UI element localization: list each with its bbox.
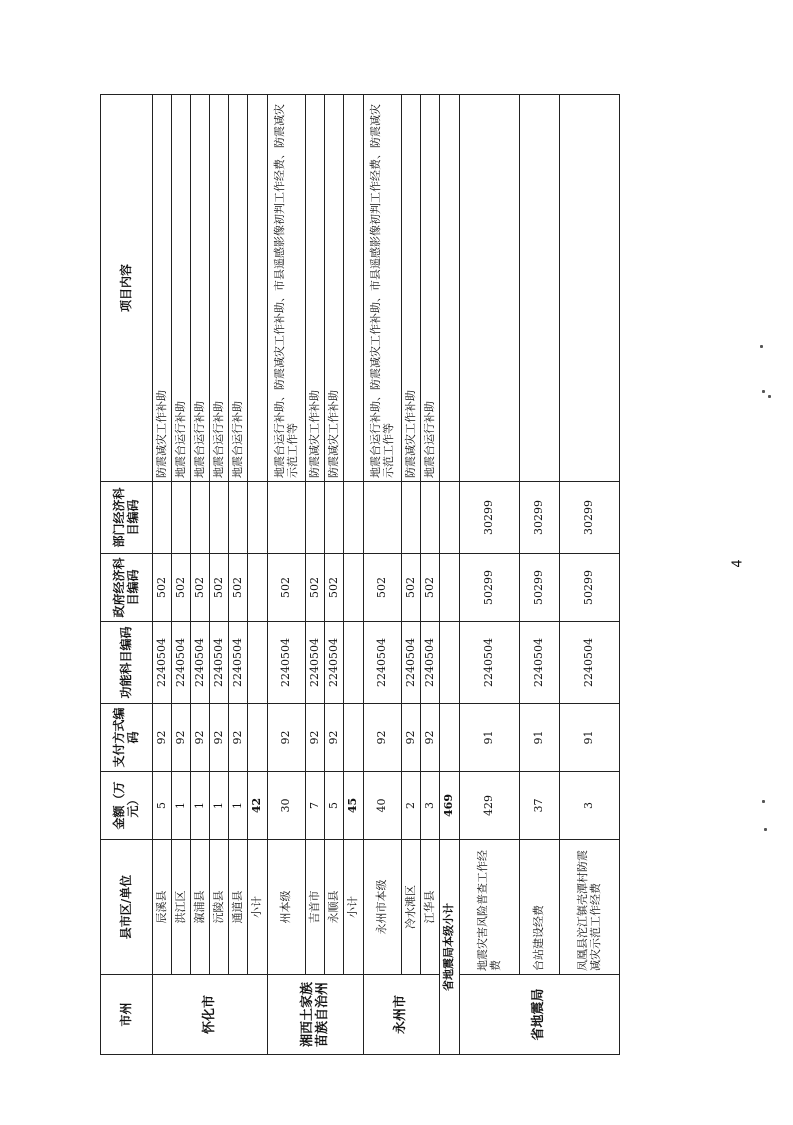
amount-cell: 40 xyxy=(364,772,402,840)
gov-code-cell: 502 xyxy=(210,554,229,622)
pay-code-cell: 91 xyxy=(520,704,560,772)
amount-cell: 429 xyxy=(460,772,520,840)
county-cell: 州本级 xyxy=(268,840,306,975)
dept-code-cell xyxy=(153,482,172,554)
func-code-cell: 2240504 xyxy=(306,622,325,704)
table-row xyxy=(560,95,620,1055)
pay-code-cell: 92 xyxy=(364,704,402,772)
dept-code-cell xyxy=(402,482,421,554)
county-cell: 江华县 xyxy=(421,840,440,975)
amount-cell: 1 xyxy=(172,772,191,840)
gov-code-cell: 50299 xyxy=(560,554,620,622)
content-cell xyxy=(520,95,560,482)
table-row xyxy=(268,95,306,1055)
table-row xyxy=(402,95,421,1055)
pay-code-cell: 92 xyxy=(229,704,248,772)
table-row xyxy=(306,95,325,1055)
table-row xyxy=(153,95,172,1055)
header-gov-code: 政府经济科目编码 xyxy=(101,554,153,622)
header-county: 县市区/单位 xyxy=(101,840,153,975)
table-row xyxy=(191,95,210,1055)
func-code-cell: 2240504 xyxy=(402,622,421,704)
content-cell xyxy=(460,95,520,482)
gov-code-cell: 502 xyxy=(421,554,440,622)
empty-cell xyxy=(440,704,460,772)
content-cell: 地震台运行补助 xyxy=(421,95,440,482)
func-code-cell: 2240504 xyxy=(364,622,402,704)
amount-cell: 1 xyxy=(229,772,248,840)
county-cell: 沅陵县 xyxy=(210,840,229,975)
pay-code-cell: 92 xyxy=(306,704,325,772)
pay-code-cell: 92 xyxy=(402,704,421,772)
func-code-cell: 2240504 xyxy=(460,622,520,704)
page-number: 4 xyxy=(730,559,746,568)
func-code-cell: 2240504 xyxy=(172,622,191,704)
table-row xyxy=(210,95,229,1055)
city-cell-prov: 省地震局 xyxy=(460,975,620,1055)
gov-code-cell: 502 xyxy=(325,554,344,622)
content-cell xyxy=(560,95,620,482)
pay-code-cell: 92 xyxy=(210,704,229,772)
city-cell-huaihua: 怀化市 xyxy=(153,975,268,1055)
county-cell: 溆浦县 xyxy=(191,840,210,975)
amount-cell: 30 xyxy=(268,772,306,840)
amount-cell: 5 xyxy=(325,772,344,840)
city-cell-yongzhou: 永州市 xyxy=(364,975,440,1055)
header-content: 项目内容 xyxy=(101,95,153,482)
dept-code-cell xyxy=(229,482,248,554)
empty-cell xyxy=(248,554,268,622)
county-cell: 吉首市 xyxy=(306,840,325,975)
county-cell: 辰溪县 xyxy=(153,840,172,975)
subtotal-amount: 42 xyxy=(248,772,268,840)
func-code-cell: 2240504 xyxy=(560,622,620,704)
content-cell: 地震台运行补助 xyxy=(229,95,248,482)
header-amount: 金额（万元） xyxy=(101,772,153,840)
func-code-cell: 2240504 xyxy=(153,622,172,704)
subtotal-label: 小计 xyxy=(344,840,364,975)
subtotal-row xyxy=(344,95,364,1055)
dept-code-cell: 30299 xyxy=(520,482,560,554)
func-code-cell: 2240504 xyxy=(421,622,440,704)
scan-speck xyxy=(764,828,767,831)
dept-code-cell xyxy=(421,482,440,554)
scan-speck xyxy=(762,390,765,393)
empty-cell xyxy=(344,554,364,622)
table-row xyxy=(460,95,520,1055)
dept-code-cell xyxy=(191,482,210,554)
dept-code-cell xyxy=(268,482,306,554)
dept-code-cell xyxy=(364,482,402,554)
gov-code-cell: 502 xyxy=(172,554,191,622)
amount-cell: 37 xyxy=(520,772,560,840)
county-cell: 凤凰县沱江镇壳潭村防震减灾示范工作经费 xyxy=(560,840,620,975)
gov-code-cell: 50299 xyxy=(520,554,560,622)
scan-speck xyxy=(762,800,765,803)
gov-code-cell: 502 xyxy=(153,554,172,622)
header-func-code: 功能科目编码 xyxy=(101,622,153,704)
dept-code-cell xyxy=(172,482,191,554)
func-code-cell: 2240504 xyxy=(325,622,344,704)
func-code-cell: 2240504 xyxy=(520,622,560,704)
func-code-cell: 2240504 xyxy=(268,622,306,704)
amount-cell: 3 xyxy=(421,772,440,840)
empty-cell xyxy=(344,482,364,554)
pay-code-cell: 92 xyxy=(191,704,210,772)
content-cell: 地震台运行补助 xyxy=(210,95,229,482)
subtotal-row xyxy=(440,95,460,1055)
table-row xyxy=(364,95,402,1055)
rotated-table-wrapper xyxy=(100,95,608,1055)
county-cell: 永顺县 xyxy=(325,840,344,975)
gov-code-cell: 502 xyxy=(191,554,210,622)
empty-cell xyxy=(440,622,460,704)
empty-cell xyxy=(248,704,268,772)
header-row xyxy=(101,95,153,1055)
content-cell: 地震台运行补助、防震减灾工作补助、市县遥感影像初判工作经费、防震减灾示范工作等 xyxy=(364,95,402,482)
gov-code-cell: 502 xyxy=(306,554,325,622)
content-cell: 防震减灾工作补助 xyxy=(153,95,172,482)
dept-code-cell xyxy=(325,482,344,554)
header-pay-code: 支付方式编码 xyxy=(101,704,153,772)
dept-code-cell: 30299 xyxy=(460,482,520,554)
empty-cell xyxy=(344,622,364,704)
empty-cell xyxy=(248,95,268,482)
gov-code-cell: 502 xyxy=(229,554,248,622)
county-cell: 洪江区 xyxy=(172,840,191,975)
gov-code-cell: 502 xyxy=(402,554,421,622)
func-code-cell: 2240504 xyxy=(210,622,229,704)
county-cell: 地震灾害风险普查工作经费 xyxy=(460,840,520,975)
pay-code-cell: 92 xyxy=(421,704,440,772)
subtotal-amount: 469 xyxy=(440,772,460,840)
amount-cell: 5 xyxy=(153,772,172,840)
city-cell-xiangxi: 湘西土家族苗族自治州 xyxy=(268,975,364,1055)
amount-cell: 1 xyxy=(191,772,210,840)
empty-cell xyxy=(344,704,364,772)
empty-cell xyxy=(248,622,268,704)
content-cell: 防震减灾工作补助 xyxy=(402,95,421,482)
table-row xyxy=(421,95,440,1055)
dept-code-cell xyxy=(210,482,229,554)
scan-speck xyxy=(768,395,771,398)
subtotal-row xyxy=(248,95,268,1055)
empty-cell xyxy=(344,95,364,482)
func-code-cell: 2240504 xyxy=(191,622,210,704)
empty-cell xyxy=(248,482,268,554)
pay-code-cell: 92 xyxy=(268,704,306,772)
subtotal-label: 省地震局本级小计 xyxy=(440,840,460,1055)
gov-code-cell: 50299 xyxy=(460,554,520,622)
table-row xyxy=(229,95,248,1055)
gov-code-cell: 502 xyxy=(268,554,306,622)
subtotal-label: 小计 xyxy=(248,840,268,975)
table-row xyxy=(325,95,344,1055)
amount-cell: 1 xyxy=(210,772,229,840)
county-cell: 台站建设经费 xyxy=(520,840,560,975)
amount-cell: 3 xyxy=(560,772,620,840)
table-row xyxy=(172,95,191,1055)
content-cell: 防震减灾工作补助 xyxy=(306,95,325,482)
content-cell: 地震台运行补助、防震减灾工作补助、市县遥感影像初判工作经费、防震减灾示范工作等 xyxy=(268,95,306,482)
empty-cell xyxy=(440,95,460,482)
pay-code-cell: 92 xyxy=(325,704,344,772)
pay-code-cell: 91 xyxy=(460,704,520,772)
dept-code-cell: 30299 xyxy=(560,482,620,554)
funding-table xyxy=(100,94,620,1055)
amount-cell: 7 xyxy=(306,772,325,840)
pay-code-cell: 91 xyxy=(560,704,620,772)
content-cell: 防震减灾工作补助 xyxy=(325,95,344,482)
county-cell: 永州市本级 xyxy=(364,840,402,975)
header-city: 市州 xyxy=(101,975,153,1055)
content-cell: 地震台运行补助 xyxy=(191,95,210,482)
pay-code-cell: 92 xyxy=(172,704,191,772)
header-dept-code: 部门经济科目编码 xyxy=(101,482,153,554)
pay-code-cell: 92 xyxy=(153,704,172,772)
scan-speck xyxy=(760,345,763,348)
table-row xyxy=(520,95,560,1055)
amount-cell: 2 xyxy=(402,772,421,840)
content-cell: 地震台运行补助 xyxy=(172,95,191,482)
county-cell: 冷水滩区 xyxy=(402,840,421,975)
subtotal-amount: 45 xyxy=(344,772,364,840)
county-cell: 通道县 xyxy=(229,840,248,975)
dept-code-cell xyxy=(306,482,325,554)
empty-cell xyxy=(440,554,460,622)
gov-code-cell: 502 xyxy=(364,554,402,622)
empty-cell xyxy=(440,482,460,554)
func-code-cell: 2240504 xyxy=(229,622,248,704)
